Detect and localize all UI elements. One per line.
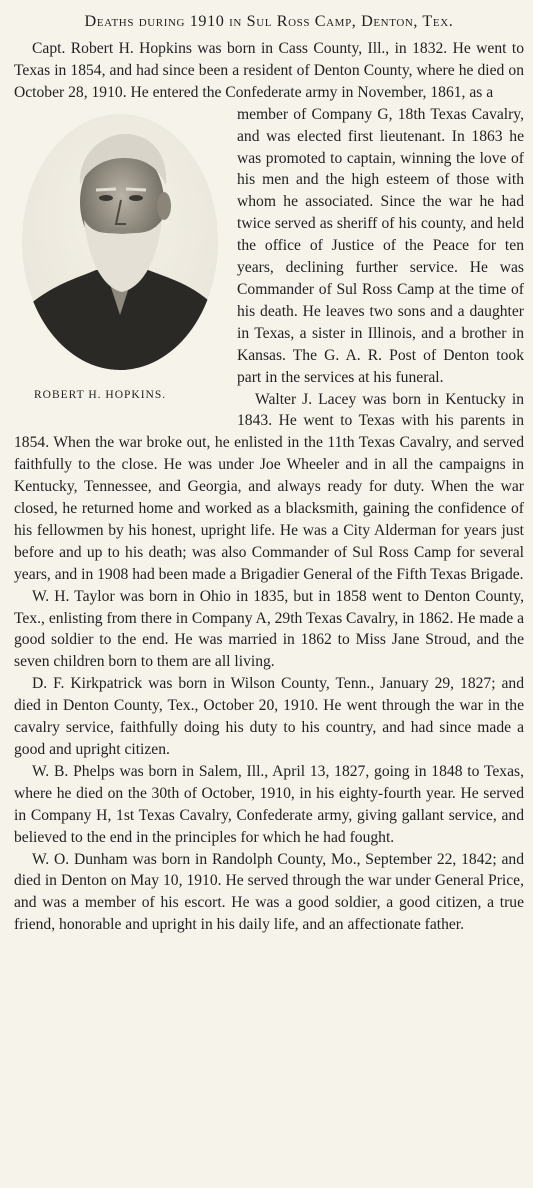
paragraph-dunham: W. O. Dunham was born in Randolph County, Mo., September 22, 1842; and died in Denton on May 10, 1910. He served through the war under General Price, and was a member of his escort. He was a good soldier, a good citizen, a true friend, honorable and upright in his daily life, and an affectionate father. xyxy=(14,850,524,934)
paragraph-hopkins-intro: Capt. Robert H. Hopkins was born in Cass County, Ill., in 1832. He went to Texas in 1854, and had since been a resident of Denton County, where he died on October 28, 1910. He entered the Confederate army in November, 1861, as a xyxy=(14,40,524,101)
paragraph-taylor: W. H. Taylor was born in Ohio in 1835, but in 1858 went to Denton County, Tex., enlisting from there in Company A, 29th Texas Cavalry, in 1862. He made a good soldier to the end. He was married in 1862 to Miss Jane Stroud, and the seven children born to them are all living. xyxy=(14,587,524,671)
paragraph-hopkins-rest: member of Company G, 18th Texas Cavalry, and was elected first lieutenant. In 1863 he was promoted to captain, winning the love of his men and the high esteem of those with whom he associated. Since the war he had twice served as sheriff of his county, and held the office of Justice of the Peace for ten years, declining further service. He was Commander of Sul Ross Camp at the time of his death. He leaves two sons and a daughter in Texas, a sister in Illinois, and a brother in Kansas. The G. A. R. Post of Denton took part in the services at his funeral. xyxy=(237,105,524,386)
paragraph-phelps: W. B. Phelps was born in Salem, Ill., April 13, 1827, going in 1848 to Texas, where he died on the 30th of October, 1910, in his eighty-fourth year. He served in Company H, 1st Texas Cavalry, Confederate army, giving gallant service, and believed to the end in the principles for which he had fought. xyxy=(14,762,524,846)
document-page xyxy=(14,10,524,936)
paragraph-lacey: Walter J. Lacey was born in Kentucky in 1843. He went to Texas with his parents in 1854. When the war broke out, he enlisted in the 11th Texas Cavalry, and served faithfully to the close. He was under Joe Wheeler and in all the campaigns in Kentucky, Tennessee, and Georgia, and always ready for duty. When the war closed, he returned home and worked as a blacksmith, gaining the confidence of his fellowmen by his honest, upright life. He was a City Alderman for years just before and up to his death; was also Commander of Sul Ross Camp for several years, and in 1908 had been made a Brigadier General of the Fifth Texas Brigade. xyxy=(14,390,524,583)
portrait-caption: ROBERT H. HOPKINS. xyxy=(34,388,167,401)
heading-text: Deaths during 1910 in Sul Ross Camp, Denton, Tex. xyxy=(84,12,454,30)
page-heading xyxy=(14,10,524,32)
portrait-figure xyxy=(14,106,229,424)
paragraph-kirkpatrick: D. F. Kirkpatrick was born in Wilson County, Tenn., January 29, 1827; and died in Denton County, Tex., October 20, 1910. He went through the war in the cavalry service, faithfully doing his duty to his country, and had since made a good and upright citizen. xyxy=(14,675,524,758)
portrait-image xyxy=(18,110,223,380)
